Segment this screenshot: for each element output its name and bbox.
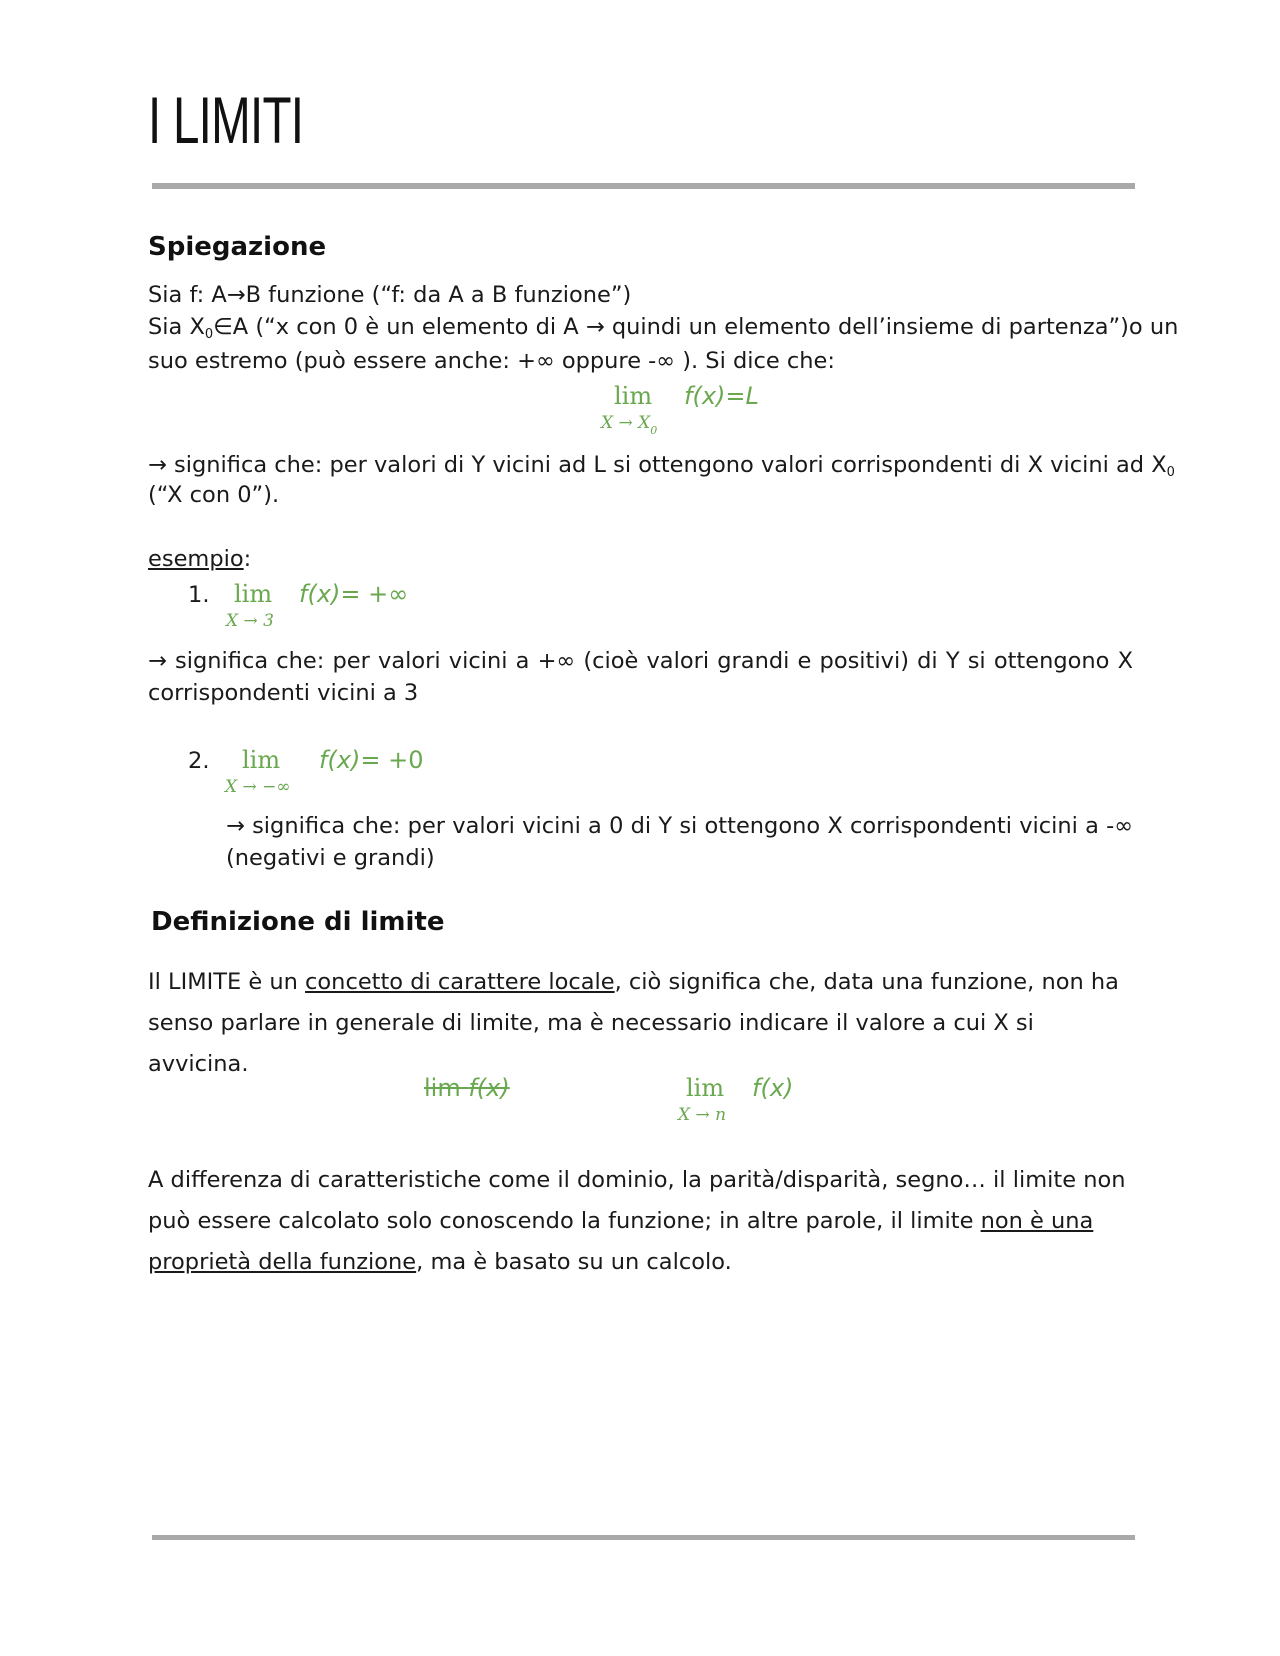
text-fragment: : [243, 546, 252, 572]
list-number: 2. [188, 748, 210, 774]
text-line: suo estremo (può essere anche: +∞ oppure -∞ ). Si dice che: [148, 348, 835, 374]
text-fragment: , ma è basato su un calcolo. [416, 1249, 732, 1275]
lim-subscript: X → 3 [226, 611, 274, 631]
lim-operator: lim [686, 1074, 725, 1102]
list-number: 1. [188, 582, 210, 608]
bottom-divider [152, 1535, 1135, 1540]
text-fragment: → significa che: per valori di Y vicini ad L si ottengono valori corrispondenti di X vicini ad X [148, 452, 1167, 478]
page-title: I LIMITI [148, 83, 304, 157]
text-fragment: Sia X [148, 314, 205, 340]
text-fragment: , ciò significa che, data una funzione, non ha senso parlare in generale di limite, ma è necessario indicare il valore a cui X si avvicina. [148, 969, 1119, 1077]
subscript: 0 [1166, 465, 1175, 480]
limit-expression: f(x) [752, 1074, 794, 1102]
lim-subscript: X → n [678, 1105, 727, 1125]
text-fragment: = +0 [360, 746, 424, 774]
section-heading-spiegazione: Spiegazione [148, 232, 327, 262]
text-fragment: ∈A (“x con 0 è un elemento di A → quindi un elemento dell’insieme di partenza”)o un [213, 314, 1179, 340]
subscript: 0 [650, 424, 658, 437]
text-fragment: = +∞ [340, 580, 409, 608]
lim-operator: lim [242, 746, 281, 774]
subscript: 0 [204, 327, 214, 342]
text-fragment: f(x) [299, 580, 341, 608]
text-line: (negativi e grandi) [226, 845, 435, 871]
text-fragment: esempio [148, 546, 244, 572]
wrong-limit-notation [424, 1074, 510, 1102]
text-fragment: Il LIMITE è un [148, 969, 306, 995]
text-line: → significa che: per valori vicini a 0 di Y si ottengono X corrispondenti vicini a -∞ [226, 813, 1133, 839]
underlined-text: concetto di carattere locale [305, 969, 615, 995]
example-label [148, 544, 1133, 574]
text-line: (“X con 0”). [148, 482, 280, 508]
text-line: Sia f: A→B funzione (“f: da A a B funzione”) [148, 282, 632, 308]
text-line: corrispondenti vicini a 3 [148, 680, 419, 706]
lim-subscript: X → −∞ [225, 777, 291, 797]
text-fragment: A differenza di caratteristiche come il dominio, la parità/disparità, segno… il limite non può essere calcolato solo conoscendo la funzione; in altre parole, il limite [148, 1167, 1126, 1234]
text-fragment: f(x) [468, 1074, 510, 1102]
text-line [148, 312, 1179, 350]
limit-expression: f(x)=L [684, 382, 759, 410]
text-fragment: X → X [601, 413, 651, 433]
text-fragment: f(x) [319, 746, 361, 774]
top-divider [152, 183, 1135, 189]
text-line: → significa che: per valori vicini a +∞ (cioè valori grandi e positivi) di Y si ottengono X [148, 648, 1133, 674]
paragraph [148, 962, 1133, 1085]
section-heading-definizione: Definizione di limite [151, 907, 445, 937]
lim-operator: lim [614, 382, 653, 410]
limit-expression [319, 746, 424, 774]
text-fragment: lim [424, 1074, 469, 1102]
lim-operator: lim [234, 580, 273, 608]
underlined-text: non è una proprietà della funzione [148, 1208, 1094, 1275]
lim-subscript [601, 413, 657, 437]
paragraph [148, 1160, 1133, 1283]
limit-expression [299, 580, 408, 608]
